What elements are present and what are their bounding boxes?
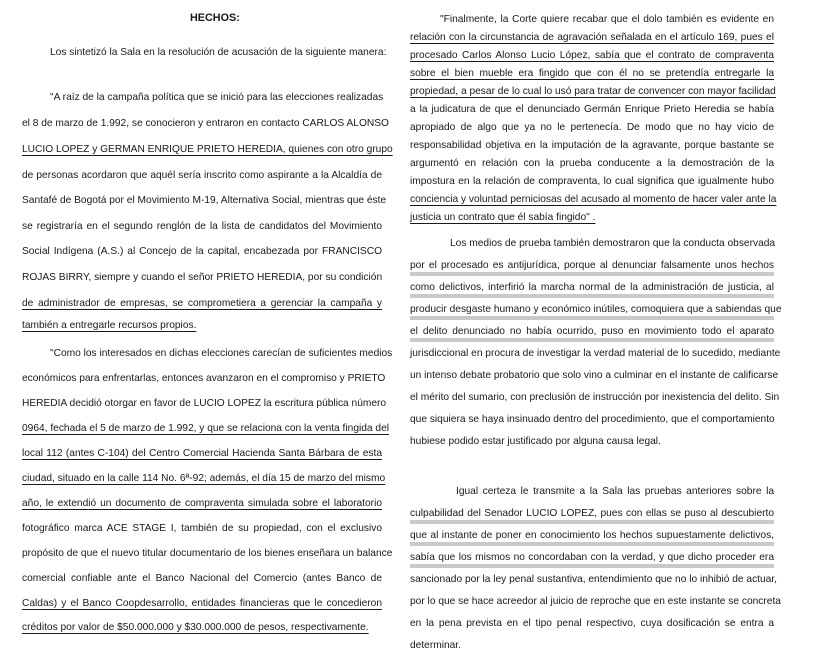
text-line: que siquiera se haya insinuado dentro del procedimiento, que el comportamiento	[410, 414, 775, 425]
text-line: sobre el bien mueble era fingido que con él no se pretendía entregarle la	[410, 68, 774, 79]
text-line: 0964, fechada el 5 de marzo de 1.992, y que se relaciona con la venta fingida del	[22, 423, 390, 434]
text-line: propósito de que el nuevo titular documentario de los bienes enseñara un balance	[22, 548, 393, 559]
text-line: el delito denunciado no había ocurrido, puso en movimiento todo el aparato	[410, 326, 774, 342]
text-line: conciencia y voluntad perniciosas del acusado al momento de hacer valer ante la	[410, 194, 777, 205]
text-line: Caldas) y el Banco Coopdesarrollo, entidades financieras que le concedieron	[22, 598, 382, 609]
text-line: sabía que los mismos no concordaban con la verdad, y que dicho proceder era	[410, 552, 774, 568]
text-line: económicos para enfrentarlas, entonces avanzaron en el compromiso y PRIETO	[22, 373, 386, 384]
text-line: de administrador de empresas, se comprometiera a gerenciar la campaña y	[22, 298, 382, 309]
text-line: responsabilidad objetiva en la imputación de la agravante, porque bastante se	[410, 140, 774, 151]
text-line: Social Indígena (A.S.) al Concejo de la capital, encabezada por FRANCISCO	[22, 246, 382, 257]
section-heading: HECHOS:	[190, 12, 240, 24]
text-line: créditos por valor de $50.000.000 y $30.000.000 de pesos, respectivamente.	[22, 622, 369, 633]
text-line: de personas acordaron que aquél sería inscrito como aspirante a la Alcaldía de	[22, 170, 382, 181]
text-line: por el procesado es antijurídica, porque al denunciar falsamente unos hechos	[410, 260, 774, 276]
text-line: Los medios de prueba también demostraron que la conducta observada	[450, 238, 776, 249]
text-line: procesado Carlos Alonso Lucio López, sabía que el contrato de compraventa	[410, 50, 774, 61]
text-line: local 112 (antes C-104) del Centro Comercial Hacienda Santa Bárbara de esta	[22, 448, 382, 459]
text-line: apropiado de algo que ya no le pertenecía. De modo que no hay vicio de	[410, 122, 774, 133]
text-line: LUCIO LOPEZ y GERMAN ENRIQUE PRIETO HEREDIA, quienes con otro grupo	[22, 144, 393, 155]
text-line: comercial confiable ante el Banco Nacional del Comercio (antes Banco de	[22, 573, 382, 584]
text-line: en la pena prevista en el tipo penal respectivo, cuya dosificación se entra a	[410, 618, 774, 629]
text-line: el mérito del sumario, con preclusión de instrucción por inexistencia del delito. Sin	[410, 392, 780, 403]
text-line: que al instante de poner en conocimiento los hechos supuestamente delictivos,	[410, 530, 774, 546]
text-line: a la judicatura de que el denunciado Germán Enrique Prieto Heredia se había	[410, 104, 774, 115]
text-line: producir desgaste humano y económico inútiles, comoquiera que a sabiendas que	[410, 304, 774, 320]
text-line: ciudad, situado en la calle 114 No. 6ª-92; además, el día 15 de marzo del mismo	[22, 473, 386, 484]
text-line: "A raíz de la campaña política que se inició para las elecciones realizadas	[50, 92, 384, 103]
text-line: un intenso debate probatorio que solo vino a culminar en el instante de calificarse	[410, 370, 779, 381]
text-line: Igual certeza le transmite a la Sala las pruebas anteriores sobre la	[456, 486, 774, 497]
intro-line: Los sintetizó la Sala en la resolución de acusación de la siguiente manera:	[50, 47, 387, 58]
text-line: sancionado por la ley penal sustantiva, entendimiento que no lo inhibió de actuar,	[410, 574, 778, 585]
text-line: el 8 de marzo de 1.992, se conocieron y entraron en contacto CARLOS ALONSO	[22, 118, 389, 129]
text-line: determinar.	[410, 640, 461, 651]
text-line: también a entregarle recursos propios.	[22, 320, 197, 331]
text-line: impostura en la relación de compraventa, lo cual significa que igualmente hubo	[410, 176, 774, 187]
text-line: propiedad, a pesar de lo cual lo usó para tratar de convencer con mayor facilidad	[410, 86, 776, 97]
text-line: por lo que se hace acreedor al juicio de reproche que en este instante se concreta	[410, 596, 781, 607]
text-line: año, le extendió un documento de compraventa simulada sobre el laboratorio	[22, 498, 382, 509]
text-line: como delictivos, interfirió la marcha normal de la administración de justicia, al	[410, 282, 774, 298]
text-line: culpabilidad del Senador LUCIO LOPEZ, pues con ellas se puso al descubierto	[410, 508, 774, 524]
text-line: relación con la circunstancia de agravación señalada en el artículo 169, pues el	[410, 32, 774, 43]
text-line: HEREDIA decidió otorgar en favor de LUCIO LOPEZ la escritura pública número	[22, 398, 387, 409]
text-line: justicia un contrato que él sabía fingido" .	[410, 212, 596, 223]
text-line: ROJAS BIRRY, siempre y cuando el señor PRIETO HEREDIA, por su condición	[22, 272, 383, 283]
text-line: "Como los interesados en dichas elecciones carecían de suficientes medios	[50, 348, 393, 359]
text-line: fotográfico marca ACE STAGE I, también de su propiedad, con el exclusivo	[22, 523, 382, 534]
text-line: "Finalmente, la Corte quiere recabar que el dolo también es evidente en	[440, 14, 774, 25]
text-line: jurisdiccional en procura de investigar la verdad material de lo sucedido, mediante	[410, 348, 781, 359]
text-line: argumentó en relación con la prueba conducente a la demostración de la	[410, 158, 774, 169]
text-line: Santafé de Bogotá por el Movimiento M-19, Alternativa Social, mientras que éste	[22, 195, 387, 206]
text-line: hubiese podido estar justificado por alguna causa legal.	[410, 436, 661, 447]
text-line: se registraría en el segundo renglón de la lista de candidatos del Movimiento	[22, 221, 382, 232]
